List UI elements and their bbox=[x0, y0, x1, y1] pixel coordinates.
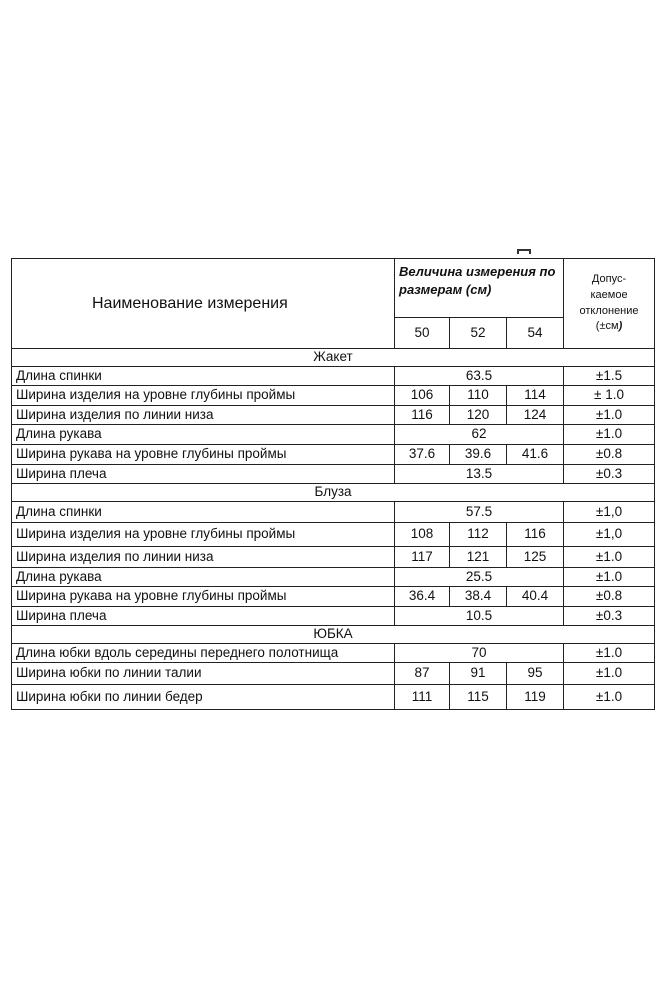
measure-value: 124 bbox=[507, 406, 564, 425]
measure-name: Длина рукава bbox=[12, 568, 395, 587]
measure-value: 91 bbox=[450, 663, 507, 685]
measure-name: Ширина юбки по линии бедер bbox=[12, 685, 395, 710]
tolerance-value: ±1,0 bbox=[564, 523, 655, 547]
table-row bbox=[12, 547, 655, 568]
measure-value: 111 bbox=[395, 685, 450, 710]
table-row bbox=[12, 406, 655, 425]
table-row bbox=[12, 587, 655, 607]
measure-value: 10.5 bbox=[395, 607, 564, 626]
measure-value: 119 bbox=[507, 685, 564, 710]
tolerance-value: ±0.3 bbox=[564, 465, 655, 484]
measure-name: Ширина плеча bbox=[12, 465, 395, 484]
tolerance-value: ± 1.0 bbox=[564, 386, 655, 406]
measure-name: Ширина юбки по линии талии bbox=[12, 663, 395, 685]
measure-value: 121 bbox=[450, 547, 507, 568]
measure-value: 116 bbox=[507, 523, 564, 547]
header-size-value: Величина измерения по размерам (см) bbox=[395, 259, 564, 318]
tolerance-value: ±1.0 bbox=[564, 568, 655, 587]
section-title: ЮБКА bbox=[12, 626, 655, 644]
measure-value: 108 bbox=[395, 523, 450, 547]
measure-name: Ширина рукава на уровне глубины проймы bbox=[12, 445, 395, 465]
table-row bbox=[12, 425, 655, 445]
table-row bbox=[12, 465, 655, 484]
measure-name: Ширина изделия по линии низа bbox=[12, 547, 395, 568]
measure-value: 112 bbox=[450, 523, 507, 547]
table-row bbox=[12, 523, 655, 547]
measure-name: Длина юбки вдоль середины переднего полотнища bbox=[12, 644, 395, 663]
table-row bbox=[12, 445, 655, 465]
section-header bbox=[12, 349, 655, 367]
section-header bbox=[12, 484, 655, 502]
measurement-table bbox=[11, 258, 655, 710]
table-row bbox=[12, 386, 655, 406]
measure-name: Ширина изделия по линии низа bbox=[12, 406, 395, 425]
measure-value: 36.4 bbox=[395, 587, 450, 607]
table-row bbox=[12, 568, 655, 587]
table-row bbox=[12, 607, 655, 626]
measure-value: 115 bbox=[450, 685, 507, 710]
tolerance-value: ±1.0 bbox=[564, 547, 655, 568]
size-54: 54 bbox=[507, 318, 564, 349]
header-tolerance: Допус- каемое отклонение (±см) bbox=[564, 259, 655, 349]
measure-value: 120 bbox=[450, 406, 507, 425]
table-row bbox=[12, 663, 655, 685]
measure-name: Длина рукава bbox=[12, 425, 395, 445]
tolerance-value: ±1.5 bbox=[564, 367, 655, 386]
measure-value: 37.6 bbox=[395, 445, 450, 465]
header-measure-name: Наименование измерения bbox=[12, 259, 395, 349]
section-title: Блуза bbox=[12, 484, 655, 502]
measure-value: 13.5 bbox=[395, 465, 564, 484]
tolerance-value: ±1,0 bbox=[564, 502, 655, 523]
size-52: 52 bbox=[450, 318, 507, 349]
measure-name: Ширина рукава на уровне глубины проймы bbox=[12, 587, 395, 607]
table-row bbox=[12, 502, 655, 523]
corner-mark-icon bbox=[517, 249, 531, 257]
measure-value: 63.5 bbox=[395, 367, 564, 386]
measure-value: 38.4 bbox=[450, 587, 507, 607]
measure-value: 39.6 bbox=[450, 445, 507, 465]
measure-value: 62 bbox=[395, 425, 564, 445]
measure-value: 40.4 bbox=[507, 587, 564, 607]
tolerance-value: ±1.0 bbox=[564, 663, 655, 685]
measure-value: 41.6 bbox=[507, 445, 564, 465]
table-row bbox=[12, 367, 655, 386]
tolerance-value: ±1.0 bbox=[564, 685, 655, 710]
measure-value: 125 bbox=[507, 547, 564, 568]
measure-value: 106 bbox=[395, 386, 450, 406]
measure-name: Длина спинки bbox=[12, 367, 395, 386]
measure-value: 95 bbox=[507, 663, 564, 685]
measure-value: 57.5 bbox=[395, 502, 564, 523]
measure-name: Ширина плеча bbox=[12, 607, 395, 626]
size-50: 50 bbox=[395, 318, 450, 349]
tolerance-value: ±1.0 bbox=[564, 406, 655, 425]
measure-value: 114 bbox=[507, 386, 564, 406]
measure-name: Длина спинки bbox=[12, 502, 395, 523]
measure-name: Ширина изделия на уровне глубины проймы bbox=[12, 523, 395, 547]
tolerance-value: ±0.8 bbox=[564, 445, 655, 465]
tolerance-value: ±0.8 bbox=[564, 587, 655, 607]
table-row bbox=[12, 644, 655, 663]
measure-value: 117 bbox=[395, 547, 450, 568]
tolerance-value: ±1.0 bbox=[564, 425, 655, 445]
measure-value: 116 bbox=[395, 406, 450, 425]
table-row bbox=[12, 685, 655, 710]
section-header bbox=[12, 626, 655, 644]
measure-value: 110 bbox=[450, 386, 507, 406]
section-title: Жакет bbox=[12, 349, 655, 367]
measure-value: 25.5 bbox=[395, 568, 564, 587]
measure-value: 70 bbox=[395, 644, 564, 663]
tolerance-value: ±1.0 bbox=[564, 644, 655, 663]
measure-name: Ширина изделия на уровне глубины проймы bbox=[12, 386, 395, 406]
measure-value: 87 bbox=[395, 663, 450, 685]
tolerance-value: ±0.3 bbox=[564, 607, 655, 626]
